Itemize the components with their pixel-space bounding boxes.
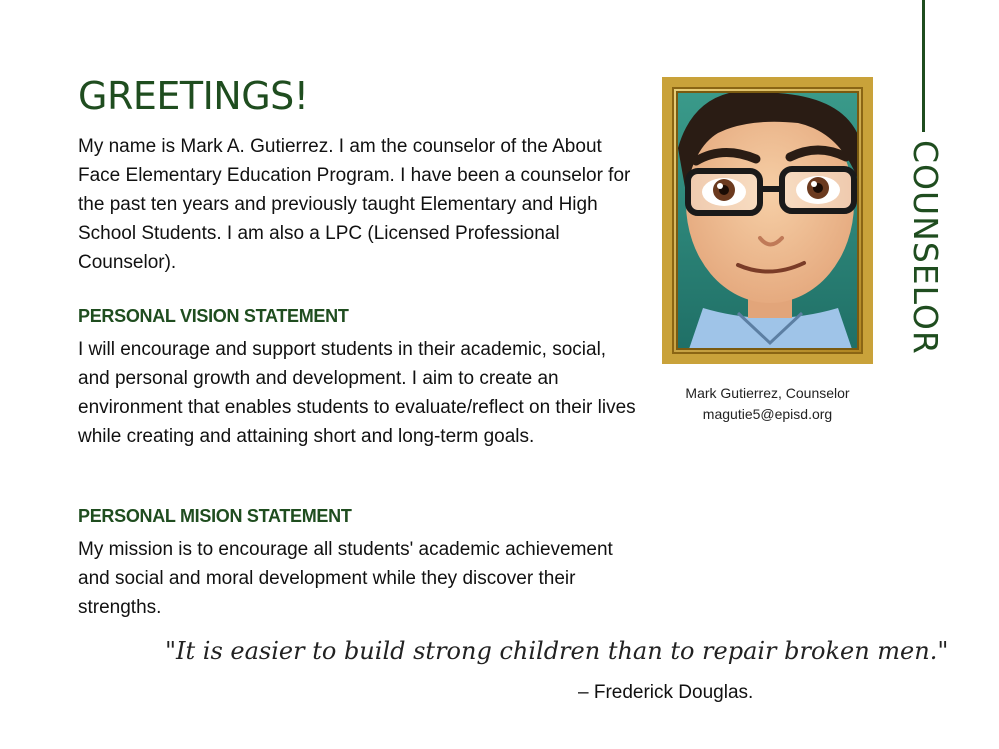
portrait-image (676, 91, 859, 350)
side-title: COUNSELOR (906, 140, 945, 355)
mission-heading: PERSONAL MISION STATEMENT (78, 506, 352, 526)
portrait-caption (662, 383, 873, 425)
mission-paragraph: My mission is to encourage all students' academic achievement and social and moral development while they discover their strengths. (78, 539, 613, 618)
caption-email: magutie5@episd.org (702, 406, 833, 422)
cartoon-avatar-portrait-icon (678, 93, 859, 350)
caption-name: Mark Gutierrez, Counselor (685, 385, 850, 401)
portrait-frame (662, 77, 873, 364)
vision-heading: PERSONAL VISION STATEMENT (78, 306, 349, 326)
quote-author: – Frederick Douglas. (578, 682, 754, 703)
intro-paragraph: My name is Mark A. Gutierrez. I am the counselor of the About Face Elementary Education Program. I have been a counselor for the past ten years and previously taught Elementary and High School Students. I am also a LPC (Licensed Professional Counselor). (78, 136, 631, 273)
page-title: GREETINGS! (78, 74, 309, 118)
vision-paragraph: I will encourage and support students in their academic, social, and personal growth and development. I aim to create an environment that enables students to evaluate/reflect on their lives while creating and attaining short and long-term goals. (78, 339, 636, 447)
side-divider-line (922, 0, 925, 132)
quote-text: "It is easier to build strong children than to repair broken men." (165, 637, 949, 665)
